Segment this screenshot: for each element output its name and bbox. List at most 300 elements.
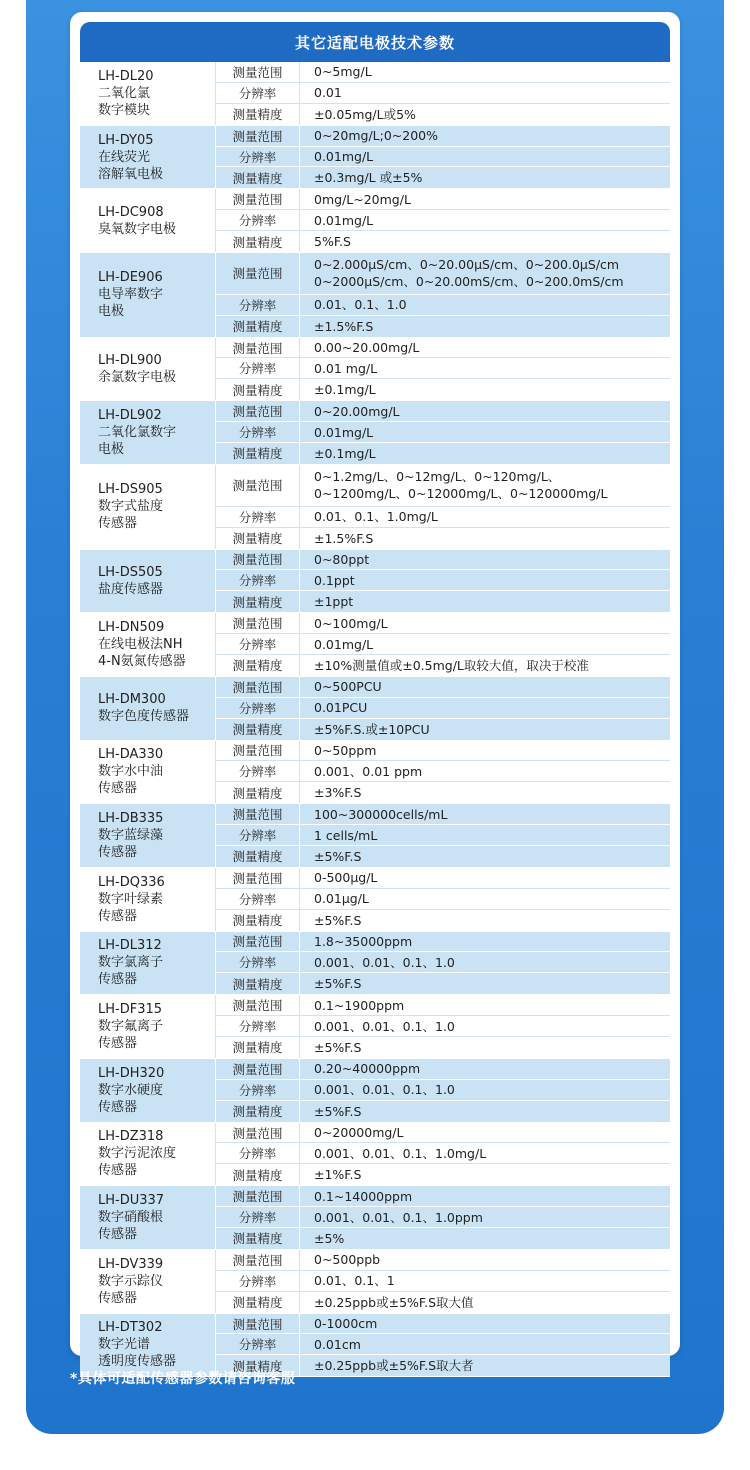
model-line: 数字水硬度: [98, 1082, 164, 1098]
param-rows: [216, 62, 670, 125]
param-label: 测量精度: [216, 973, 300, 994]
model-line: 数字氟离子: [98, 1019, 164, 1035]
model-line: LH-DY05: [98, 132, 154, 148]
param-label: 测量范围: [216, 613, 300, 633]
model-line: 数字污泥浓度: [98, 1146, 177, 1162]
param-label: 分辨率: [216, 1016, 300, 1036]
model-line: 传感器: [98, 1163, 138, 1179]
range-line: 0.20~40000ppm: [314, 1061, 421, 1077]
model-line: 在线荧光: [98, 149, 151, 165]
param-value: ±0.1mg/L: [300, 443, 670, 464]
range-line: 0.1~1900ppm: [314, 997, 405, 1013]
model-cell: [80, 550, 216, 613]
param-value: [300, 401, 670, 421]
model-line: LH-DL312: [98, 938, 162, 954]
param-label: 测量精度: [216, 591, 300, 612]
model-line: 数字示踪仪: [98, 1273, 164, 1289]
param-row-accuracy: [216, 591, 670, 612]
param-label: 分辨率: [216, 295, 300, 315]
param-label: 测量范围: [216, 465, 300, 506]
model-line: 数字色度传感器: [98, 709, 190, 725]
param-value: 0.001、0.01、0.1、1.0mg/L: [300, 1143, 670, 1163]
param-row-accuracy: [216, 231, 670, 252]
param-value: 0.1ppt: [300, 570, 670, 590]
product-row: [80, 401, 670, 465]
param-value: ±5%F.S: [300, 1101, 670, 1122]
param-label: 分辨率: [216, 422, 300, 442]
model-cell: [80, 1123, 216, 1186]
param-value: 0.01 mg/L: [300, 358, 670, 378]
model-line: 电导率数字: [98, 287, 164, 303]
param-label: 测量范围: [216, 804, 300, 824]
range-line: 1.8~35000ppm: [314, 933, 413, 949]
param-value: [300, 677, 670, 697]
param-value: 0.01μg/L: [300, 889, 670, 909]
param-row-range: [216, 995, 670, 1016]
range-line: 0~20mg/L;0~200%: [314, 128, 438, 144]
model-cell: [80, 189, 216, 252]
param-row-accuracy: [216, 316, 670, 337]
model-line: LH-DN509: [98, 620, 165, 636]
param-value: ±1.5%F.S: [300, 316, 670, 337]
model-cell: [80, 932, 216, 995]
param-value: [300, 465, 670, 506]
model-line: 数字叶绿素: [98, 891, 164, 907]
param-value: [300, 1250, 670, 1270]
model-line: 数字水中油: [98, 764, 164, 780]
product-row: [80, 62, 670, 126]
range-line: 0~500ppb: [314, 1252, 381, 1268]
param-label: 测量范围: [216, 868, 300, 888]
param-value: [300, 1314, 670, 1334]
product-row: [80, 741, 670, 805]
param-value: ±5%F.S.或±10PCU: [300, 719, 670, 740]
model-cell: [80, 613, 216, 676]
param-value: [300, 189, 670, 209]
model-line: LH-DC908: [98, 204, 164, 220]
param-rows: [216, 338, 670, 401]
model-line: LH-DV339: [98, 1256, 164, 1272]
param-label: 分辨率: [216, 83, 300, 103]
param-row-resolution: [216, 1334, 670, 1355]
param-rows: [216, 401, 670, 464]
model-line: 传感器: [98, 1290, 138, 1306]
model-line: 传感器: [98, 1036, 138, 1052]
table-title: 其它适配电极技术参数: [80, 22, 670, 62]
param-label: 分辨率: [216, 825, 300, 845]
param-value: [300, 1123, 670, 1143]
param-label: 测量精度: [216, 528, 300, 549]
param-label: 分辨率: [216, 210, 300, 230]
model-line: 臭氧数字电极: [98, 221, 177, 237]
model-line: 盐度传感器: [98, 581, 164, 597]
param-row-resolution: [216, 358, 670, 379]
param-value: 0.01: [300, 83, 670, 103]
param-row-accuracy: [216, 1164, 670, 1185]
param-label: 分辨率: [216, 889, 300, 909]
param-label: 分辨率: [216, 761, 300, 781]
param-label: 测量范围: [216, 401, 300, 421]
param-label: 测量范围: [216, 995, 300, 1015]
model-line: 传感器: [98, 908, 138, 924]
param-row-range: [216, 741, 670, 762]
param-value: ±1%F.S: [300, 1164, 670, 1185]
param-row-range: [216, 1314, 670, 1335]
param-value: ±3%F.S: [300, 782, 670, 803]
model-line: 余氯数字电极: [98, 369, 177, 385]
param-rows: [216, 741, 670, 804]
param-value: ±5%: [300, 1228, 670, 1249]
param-row-range: [216, 804, 670, 825]
param-value: 0.01mg/L: [300, 634, 670, 654]
param-label: 测量精度: [216, 719, 300, 740]
model-line: 数字式盐度: [98, 499, 164, 515]
param-rows: [216, 126, 670, 189]
model-line: LH-DU337: [98, 1193, 165, 1209]
model-line: 二氧化氯数字: [98, 425, 177, 441]
product-row: [80, 126, 670, 190]
param-row-accuracy: [216, 167, 670, 188]
param-label: 分辨率: [216, 147, 300, 167]
param-row-range: [216, 677, 670, 698]
param-value: [300, 126, 670, 146]
param-value: [300, 550, 670, 570]
model-line: 传感器: [98, 845, 138, 861]
product-row: [80, 1059, 670, 1123]
param-label: 测量精度: [216, 655, 300, 676]
param-value: [300, 613, 670, 633]
param-label: 测量精度: [216, 1228, 300, 1249]
model-line: LH-DH320: [98, 1065, 165, 1081]
param-label: 测量范围: [216, 1059, 300, 1079]
product-row: [80, 338, 670, 402]
param-value: 0.01mg/L: [300, 422, 670, 442]
param-row-accuracy: [216, 104, 670, 125]
param-value: ±0.25ppb或±5%F.S取大值: [300, 1292, 670, 1313]
param-row-accuracy: [216, 782, 670, 803]
param-label: 测量范围: [216, 677, 300, 697]
model-line: 数字光谱: [98, 1337, 151, 1353]
param-label: 测量范围: [216, 741, 300, 761]
param-row-accuracy: [216, 910, 670, 931]
param-value: ±5%F.S: [300, 846, 670, 867]
param-row-resolution: [216, 952, 670, 973]
model-cell: [80, 1186, 216, 1249]
param-value: ±5%F.S: [300, 973, 670, 994]
param-value: 0.01cm: [300, 1334, 670, 1354]
param-row-resolution: [216, 570, 670, 591]
product-row: [80, 189, 670, 253]
param-row-resolution: [216, 889, 670, 910]
param-row-accuracy: [216, 1292, 670, 1313]
model-line: LH-DS505: [98, 564, 163, 580]
model-line: LH-DB335: [98, 811, 164, 827]
param-value: [300, 932, 670, 952]
param-rows: [216, 189, 670, 252]
range-line: 0~5mg/L: [314, 64, 372, 80]
product-row: [80, 550, 670, 614]
param-label: 测量精度: [216, 379, 300, 400]
param-label: 测量范围: [216, 1186, 300, 1206]
param-row-resolution: [216, 634, 670, 655]
model-line: LH-DL20: [98, 68, 154, 84]
param-row-resolution: [216, 147, 670, 168]
model-line: 4-N氨氮传感器: [98, 654, 186, 670]
param-label: 分辨率: [216, 634, 300, 654]
param-row-accuracy: [216, 1037, 670, 1058]
model-cell: [80, 1059, 216, 1122]
product-row: [80, 253, 670, 338]
param-rows: [216, 550, 670, 613]
range-line: 0~1200mg/L、0~12000mg/L、0~120000mg/L: [314, 486, 608, 502]
param-label: 分辨率: [216, 1080, 300, 1100]
range-line: 0~100mg/L: [314, 615, 388, 631]
param-row-accuracy: [216, 655, 670, 676]
param-row-accuracy: [216, 1228, 670, 1249]
param-value: ±5%F.S: [300, 1037, 670, 1058]
param-rows: [216, 932, 670, 995]
param-value: ±1ppt: [300, 591, 670, 612]
product-row: [80, 1123, 670, 1187]
model-cell: [80, 126, 216, 189]
param-row-resolution: [216, 698, 670, 719]
range-line: 0~2000μS/cm、0~20.00mS/cm、0~200.0mS/cm: [314, 274, 624, 290]
model-cell: [80, 62, 216, 125]
param-label: 测量范围: [216, 253, 300, 294]
param-label: 测量范围: [216, 550, 300, 570]
product-row: [80, 804, 670, 868]
model-line: LH-DF315: [98, 1002, 163, 1018]
model-cell: [80, 741, 216, 804]
model-cell: [80, 868, 216, 931]
param-label: 测量范围: [216, 932, 300, 952]
spec-table: [80, 62, 670, 1377]
model-line: 电极: [98, 442, 125, 458]
param-row-range: [216, 62, 670, 83]
param-label: 分辨率: [216, 358, 300, 378]
range-line: 0~20.00mg/L: [314, 403, 400, 419]
model-line: 传感器: [98, 1227, 138, 1243]
param-row-range: [216, 550, 670, 571]
param-value: [300, 1186, 670, 1206]
param-row-range: [216, 401, 670, 422]
model-line: 传感器: [98, 781, 138, 797]
model-line: LH-DL900: [98, 352, 162, 368]
range-line: 0~80ppt: [314, 551, 370, 567]
param-row-resolution: [216, 1080, 670, 1101]
param-row-resolution: [216, 761, 670, 782]
param-value: [300, 868, 670, 888]
model-line: 二氧化氯: [98, 85, 151, 101]
model-cell: [80, 401, 216, 464]
param-label: 测量范围: [216, 1250, 300, 1270]
param-value: 0.01、0.1、1.0: [300, 295, 670, 315]
range-line: 0~500PCU: [314, 679, 382, 695]
model-line: LH-DE906: [98, 270, 163, 286]
param-row-accuracy: [216, 1101, 670, 1122]
param-label: 测量精度: [216, 782, 300, 803]
model-line: LH-DM300: [98, 692, 166, 708]
model-cell: [80, 995, 216, 1058]
param-row-range: [216, 253, 670, 295]
param-rows: [216, 1123, 670, 1186]
footnote: *具体可适配传感器参数请咨询客服: [70, 1371, 296, 1387]
product-row: [80, 465, 670, 550]
param-row-range: [216, 338, 670, 359]
param-rows: [216, 465, 670, 549]
param-row-resolution: [216, 1207, 670, 1228]
model-cell: [80, 338, 216, 401]
param-value: [300, 253, 670, 294]
model-line: LH-DA330: [98, 747, 164, 763]
param-label: 测量范围: [216, 189, 300, 209]
param-row-accuracy: [216, 379, 670, 400]
product-row: [80, 1250, 670, 1314]
param-label: 测量精度: [216, 1355, 300, 1376]
range-line: 0~1.2mg/L、0~12mg/L、0~120mg/L、: [314, 469, 561, 485]
param-label: 分辨率: [216, 1271, 300, 1291]
param-value: 1 cells/mL: [300, 825, 670, 845]
range-line: 0.1~14000ppm: [314, 1188, 413, 1204]
range-line: 100~300000cells/mL: [314, 806, 448, 822]
param-row-accuracy: [216, 846, 670, 867]
param-rows: [216, 677, 670, 740]
model-line: 数字蓝绿藻: [98, 828, 164, 844]
param-rows: [216, 1314, 670, 1377]
param-value: [300, 804, 670, 824]
param-label: 测量精度: [216, 1292, 300, 1313]
product-row: [80, 613, 670, 677]
param-rows: [216, 613, 670, 676]
param-row-resolution: [216, 1143, 670, 1164]
param-row-resolution: [216, 1016, 670, 1037]
param-rows: [216, 253, 670, 337]
param-value: 5%F.S: [300, 231, 670, 252]
param-label: 测量精度: [216, 104, 300, 125]
model-line: 传感器: [98, 516, 138, 532]
param-row-accuracy: [216, 443, 670, 464]
range-line: 0-1000cm: [314, 1316, 378, 1332]
param-row-accuracy: [216, 528, 670, 549]
param-value: [300, 338, 670, 358]
param-row-resolution: [216, 83, 670, 104]
model-cell: [80, 677, 216, 740]
range-line: 0~50ppm: [314, 742, 377, 758]
param-row-range: [216, 613, 670, 634]
param-value: ±5%F.S: [300, 910, 670, 931]
model-line: 溶解氧电极: [98, 166, 164, 182]
product-row: [80, 677, 670, 741]
model-cell: [80, 1250, 216, 1313]
model-cell: [80, 253, 216, 337]
model-line: 传感器: [98, 972, 138, 988]
param-row-resolution: [216, 825, 670, 846]
param-value: ±1.5%F.S: [300, 528, 670, 549]
param-rows: [216, 995, 670, 1058]
param-row-range: [216, 932, 670, 953]
param-label: 测量精度: [216, 1037, 300, 1058]
param-label: 测量精度: [216, 846, 300, 867]
param-label: 测量精度: [216, 231, 300, 252]
model-line: LH-DZ318: [98, 1129, 164, 1145]
model-line: LH-DL902: [98, 408, 162, 424]
param-label: 测量范围: [216, 62, 300, 82]
product-row: [80, 932, 670, 996]
param-label: 测量精度: [216, 443, 300, 464]
param-label: 测量范围: [216, 338, 300, 358]
model-line: LH-DQ336: [98, 874, 165, 890]
param-value: 0.01mg/L: [300, 147, 670, 167]
param-row-range: [216, 1186, 670, 1207]
product-row: [80, 1186, 670, 1250]
range-line: 0.00~20.00mg/L: [314, 340, 420, 356]
param-value: 0.001、0.01、0.1、1.0: [300, 1016, 670, 1036]
model-line: LH-DT302: [98, 1320, 163, 1336]
param-value: ±0.1mg/L: [300, 379, 670, 400]
model-line: LH-DS905: [98, 482, 163, 498]
param-row-range: [216, 189, 670, 210]
param-value: 0.001、0.01 ppm: [300, 761, 670, 781]
param-value: ±0.25ppb或±5%F.S取大者: [300, 1355, 670, 1376]
param-value: 0.001、0.01、0.1、1.0: [300, 952, 670, 972]
range-line: 0~2.000μS/cm、0~20.00μS/cm、0~200.0μS/cm: [314, 257, 620, 273]
param-value: [300, 1059, 670, 1079]
param-row-resolution: [216, 295, 670, 316]
param-row-range: [216, 868, 670, 889]
model-cell: [80, 1314, 216, 1377]
param-value: ±10%测量值或±0.5mg/L取较大值，取决于校准: [300, 655, 670, 676]
param-row-range: [216, 1250, 670, 1271]
param-row-range: [216, 126, 670, 147]
spec-card: [70, 12, 680, 1374]
param-value: [300, 995, 670, 1015]
param-row-range: [216, 1059, 670, 1080]
param-label: 测量范围: [216, 1123, 300, 1143]
model-line: 数字硝酸根: [98, 1210, 164, 1226]
model-line: 传感器: [98, 1099, 138, 1115]
model-line: 数字模块: [98, 102, 151, 118]
param-value: 0.01、0.1、1.0mg/L: [300, 507, 670, 527]
param-label: 分辨率: [216, 1207, 300, 1227]
param-label: 分辨率: [216, 698, 300, 718]
range-line: 0~20000mg/L: [314, 1125, 404, 1140]
param-label: 测量精度: [216, 167, 300, 188]
param-value: 0.001、0.01、0.1、1.0: [300, 1080, 670, 1100]
param-label: 分辨率: [216, 1334, 300, 1354]
range-line: 0-500μg/L: [314, 870, 378, 886]
param-value: ±0.05mg/L或5%: [300, 104, 670, 125]
param-label: 测量精度: [216, 1101, 300, 1122]
product-row: [80, 868, 670, 932]
param-value: 0.01、0.1、1: [300, 1271, 670, 1291]
param-label: 分辨率: [216, 952, 300, 972]
param-label: 测量精度: [216, 316, 300, 337]
param-rows: [216, 1186, 670, 1249]
param-value: ±0.3mg/L 或±5%: [300, 167, 670, 188]
range-line: 0mg/L~20mg/L: [314, 191, 411, 207]
param-rows: [216, 1059, 670, 1122]
param-value: 0.01mg/L: [300, 210, 670, 230]
param-label: 分辨率: [216, 1143, 300, 1163]
param-value: [300, 62, 670, 82]
param-rows: [216, 1250, 670, 1313]
param-label: 测量精度: [216, 910, 300, 931]
param-value: [300, 741, 670, 761]
param-value: 0.001、0.01、0.1、1.0ppm: [300, 1207, 670, 1227]
param-label: 测量范围: [216, 1314, 300, 1334]
param-row-resolution: [216, 422, 670, 443]
param-label: 测量范围: [216, 126, 300, 146]
